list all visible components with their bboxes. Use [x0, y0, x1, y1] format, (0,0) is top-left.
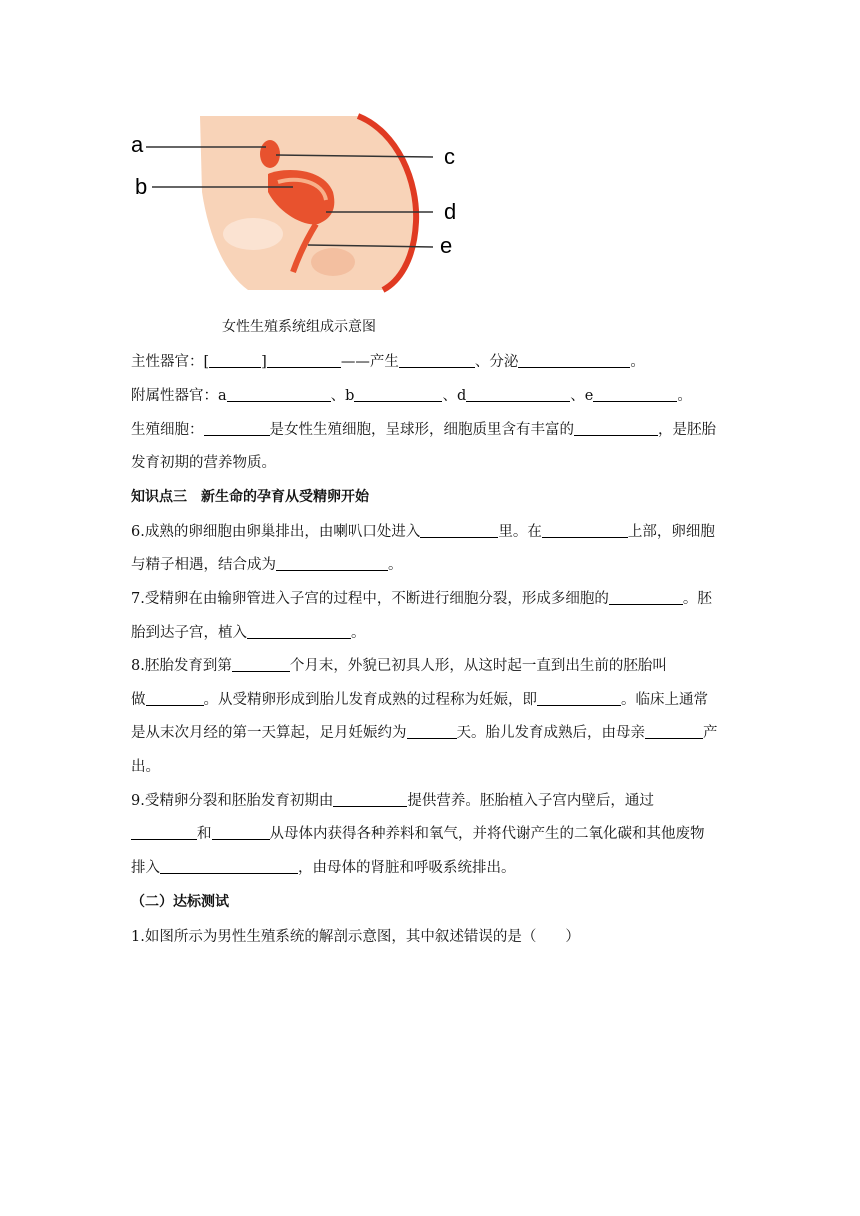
q9-line1	[131, 789, 654, 810]
bladder-shape	[223, 218, 283, 250]
main-organ-prefix: 主性器官：[	[131, 354, 210, 370]
blank-q8-3	[537, 691, 621, 706]
acc-e: 、e	[570, 388, 594, 404]
q8-p1: 8.胚胎发育到第	[131, 658, 232, 674]
q6-p3: 上部，卵细胞	[627, 524, 715, 540]
acc-b: 、b	[330, 388, 355, 404]
ovary-shape	[260, 140, 280, 168]
q8-line3	[131, 721, 718, 742]
q6-p1: 6.成熟的卵细胞由卵巢排出，由喇叭口处进入	[131, 524, 421, 540]
section2-title: （二）达标测试	[131, 894, 229, 910]
q9-p1: 9.受精卵分裂和胚胎发育初期由	[131, 793, 334, 809]
q8-p7: 天。胎儿发育成熟后，由母亲	[456, 725, 645, 741]
q9-p6: ，由母体的肾脏和呼吸系统排出。	[298, 860, 516, 876]
main-dash: ——产生	[340, 354, 399, 370]
germ-cell-line-2: 发育初期的营养物质。	[131, 455, 276, 471]
blank-q6-2	[542, 523, 628, 538]
label-d: d	[444, 199, 457, 224]
q8-p3: 做	[131, 692, 146, 708]
blank-produce	[399, 353, 475, 368]
q8-p6: 是从末次月经的第一天算起，足月妊娠约为	[131, 725, 407, 741]
label-a: a	[131, 132, 144, 157]
accessory-organ-line	[131, 384, 692, 405]
blank-main-organ	[267, 353, 341, 368]
q6-line1	[131, 520, 715, 541]
blank-q9-1	[333, 792, 407, 807]
blank-main-letter	[209, 353, 261, 368]
blank-q9-2	[131, 825, 197, 840]
label-c: c	[444, 144, 455, 169]
q7-p3: 胎到达子宫，植入	[131, 625, 247, 641]
figure-caption: 女性生殖系统组成示意图	[222, 319, 376, 335]
female-reproductive-diagram	[128, 112, 468, 297]
diagram-svg	[128, 112, 468, 297]
blank-q8-5	[645, 724, 703, 739]
q8-line2	[131, 688, 708, 709]
germ-cell-line	[131, 418, 716, 439]
q9-p4: 从母体内获得各种养料和氧气，并将代谢产生的二氧化碳和其他废物	[269, 826, 705, 842]
blank-secrete	[518, 353, 630, 368]
q9-line3	[131, 856, 516, 877]
blank-acc-d	[466, 387, 570, 402]
label-b: b	[135, 174, 148, 199]
blank-acc-a	[227, 387, 331, 402]
blank-q7-1	[609, 590, 683, 605]
cell-prefix: 生殖细胞：	[131, 422, 204, 438]
q6-p2: 里。在	[498, 524, 542, 540]
main-end: 。	[630, 354, 645, 370]
blank-q8-4	[407, 724, 457, 739]
q7-p1: 7.受精卵在由输卵管进入子宫的过程中，不断进行细胞分裂，形成多细胞的	[131, 591, 609, 607]
main-sep: 、分泌	[474, 354, 519, 370]
q8-p8: 产	[703, 725, 718, 741]
blank-cell	[204, 421, 270, 436]
q9-p3: 和	[197, 826, 212, 842]
section3-title: 知识点三 新生命的孕育从受精卵开始	[131, 489, 369, 505]
blank-acc-b	[354, 387, 442, 402]
main-organ-line	[131, 350, 645, 371]
q6-p5: 。	[388, 557, 403, 573]
q7-p2: 。胚	[682, 591, 712, 607]
q8-p5: 。临床上通常	[621, 692, 708, 708]
label-e: e	[440, 233, 453, 258]
bracket-close: ]	[261, 354, 267, 370]
blank-q9-4	[160, 859, 298, 874]
q8-p4: 。从受精卵形成到胎儿发育成熟的过程称为妊娠，即	[203, 692, 537, 708]
blank-q6-3	[276, 556, 388, 571]
q6-p4: 与精子相遇，结合成为	[131, 557, 276, 573]
q7-line1	[131, 587, 712, 608]
q9-line2	[131, 822, 705, 843]
cell-mid: 是女性生殖细胞，呈球形，细胞质里含有丰富的	[269, 422, 574, 438]
cell-tail: ，是胚胎	[658, 422, 716, 438]
acc-d: 、d	[442, 388, 467, 404]
q9-p5: 排入	[131, 860, 160, 876]
blank-q9-3	[212, 825, 270, 840]
rectum-shape	[311, 248, 355, 276]
blank-acc-e	[593, 387, 677, 402]
q8-line4: 出。	[131, 759, 160, 775]
blank-q7-2	[247, 624, 351, 639]
acc-prefix: 附属性器官：a	[131, 388, 227, 404]
blank-q8-1	[232, 657, 290, 672]
q8-line1	[131, 654, 667, 675]
blank-yolk	[574, 421, 658, 436]
q9-p2: 提供营养。胚胎植入子宫内壁后，通过	[407, 793, 654, 809]
blank-q6-1	[420, 523, 498, 538]
acc-end: 。	[677, 388, 692, 404]
q7-p4: 。	[351, 625, 366, 641]
q8-p2: 个月末，外貌已初具人形，从这时起一直到出生前的胚胎叫	[289, 658, 667, 674]
q6-line2	[131, 553, 403, 574]
q7-line2	[131, 621, 366, 642]
test1-question: 1.如图所示为男性生殖系统的解剖示意图，其中叙述错误的是（ ）	[131, 929, 580, 945]
blank-q8-2	[146, 691, 204, 706]
